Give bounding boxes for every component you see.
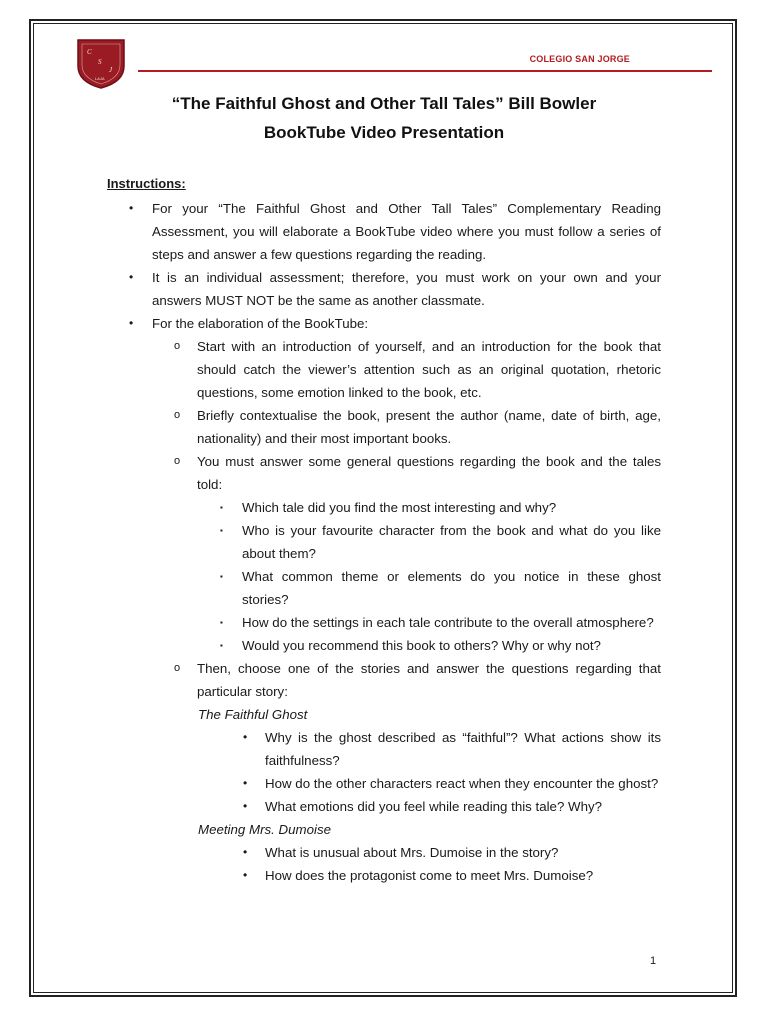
school-name: COLEGIO SAN JORGE [529,54,630,64]
list-item: ▪ Which tale did you find the most interesting and why? [242,496,661,519]
bullet-marker: • [129,316,134,330]
circle-marker: o [174,662,181,674]
square-marker: ▪ [220,503,223,512]
square-marker: ▪ [220,618,223,627]
list-item: • What is unusual about Mrs. Dumoise in the story? [265,841,661,864]
list-item: ▪ What common theme or elements do you notice in these ghost stories? [242,565,661,611]
list-item: • Why is the ghost described as “faithful”? What actions show its faithfulness? [265,726,661,772]
list-item: ▪ How do the settings in each tale contribute to the overall atmosphere? [242,611,661,634]
square-marker: ▪ [220,641,223,650]
bullet-marker: • [243,868,248,882]
circle-marker: o [174,455,181,467]
document-title: “The Faithful Ghost and Other Tall Tales” Bill Bowler [171,94,597,113]
list-item: • For your “The Faithful Ghost and Other Tall Tales” Complementary Reading Assessment, you will elaborate a BookTube video where you must follow a series of steps and answer a few questions regarding the reading. [152,197,661,266]
bullet-marker: • [129,201,134,215]
bullet-marker: • [243,776,248,790]
list-item: o You must answer some general questions regarding the book and the tales told: [197,450,661,496]
story-title: Meeting Mrs. Dumoise [198,822,332,837]
crest-letter-s: S [98,58,102,66]
list-item: o Start with an introduction of yourself, and an introduction for the book that should catch the viewer’s attention such as an original quotation, rhetoric questions, some emotion linked to the book, etc. [197,335,661,404]
story-title: The Faithful Ghost [198,707,308,722]
crest-letter-j: J [109,66,113,74]
square-marker: ▪ [220,572,223,581]
header-rule [138,70,712,72]
bullet-marker: • [243,799,248,813]
list-item: • It is an individual assessment; therefore, you must work on your own and your answers MUST NOT be the same as another classmate. [152,266,661,312]
list-item: • For the elaboration of the BookTube: [152,312,661,335]
instructions-list [0,197,768,887]
list-item: • What emotions did you feel while reading this tale? Why? [265,795,661,818]
page-number: 1 [650,955,657,967]
crest-motto: LAJA [95,76,105,81]
crest-letter-c: C [87,48,92,56]
list-item: o Then, choose one of the stories and answer the questions regarding that particular story: [197,657,661,703]
square-marker: ▪ [220,526,223,535]
bullet-marker: • [243,845,248,859]
circle-marker: o [174,409,181,421]
circle-marker: o [174,340,181,352]
list-item: o Briefly contextualise the book, present the author (name, date of birth, age, nationality) and their most important books. [197,404,661,450]
bullet-marker: • [243,730,248,744]
school-crest-logo [76,38,126,90]
list-item: • How do the other characters react when they encounter the ghost? [265,772,661,795]
list-item: • How does the protagonist come to meet Mrs. Dumoise? [265,864,661,887]
bullet-marker: • [129,270,134,284]
list-item: ▪ Would you recommend this book to others? Why or why not? [242,634,661,657]
document-subtitle: BookTube Video Presentation [263,123,505,142]
list-item: ▪ Who is your favourite character from the book and what do you like about them? [242,519,661,565]
instructions-heading: Instructions: [107,176,186,191]
